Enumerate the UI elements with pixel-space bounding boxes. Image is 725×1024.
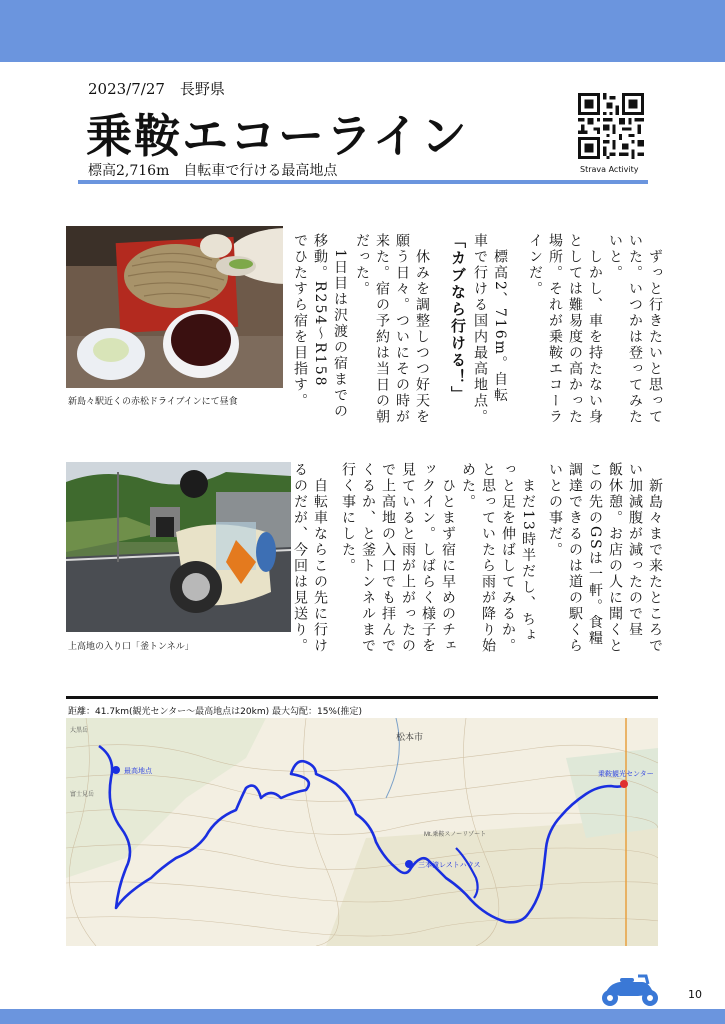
map-label-resthouse: 三本滝レストハウス xyxy=(418,862,481,869)
text-line: 飯休憩。お店の人に聞くと xyxy=(607,462,623,654)
map-label-fujimi: 富士見岳 xyxy=(70,792,95,798)
text-line: ックイン。しばらく様子を xyxy=(420,462,436,654)
text-line: この先のGSは一軒。食糧 xyxy=(587,462,603,647)
map-label-resort: Mt.乗鞍スノーリゾート xyxy=(424,832,487,838)
text-line: 車で行ける国内最高地点。 xyxy=(472,233,488,425)
resthouse-marker-icon[interactable] xyxy=(405,860,413,868)
text-line: 見ていると雨が上がったの xyxy=(400,462,416,654)
text-line: 行く事にした。 xyxy=(340,462,356,574)
scooter-icon xyxy=(598,970,664,1008)
text-line: としては難易度の高かった xyxy=(567,233,583,425)
text-line: と思っていたら雨が降り始 xyxy=(480,462,496,654)
text-line: 休みを調整しつつ好天を xyxy=(414,233,430,425)
date-location: 2023/7/27 長野県 xyxy=(88,80,225,98)
text-emphasis: 「カブなら行ける！」 xyxy=(449,233,467,403)
text-line: 願う日々。ついにその時が xyxy=(394,233,410,425)
text-line: 新島々まで来たところで xyxy=(647,462,663,654)
route-map[interactable] xyxy=(66,718,658,946)
map-label-summit: 最高地点 xyxy=(124,768,152,775)
summit-marker-icon[interactable] xyxy=(112,766,120,774)
map-label-daikoku: 大黒岳 xyxy=(70,728,89,734)
text-line: めた。 xyxy=(460,462,476,510)
qr-label: Strava Activity xyxy=(580,165,639,174)
text-line: しかし、車を持たない身 xyxy=(587,233,603,425)
text-line: っと足を伸ばしてみるか。 xyxy=(500,462,516,654)
text-line: くるか、と釜トンネルまで xyxy=(360,462,376,654)
section-divider xyxy=(66,696,658,699)
tourist-center-marker-icon[interactable] xyxy=(620,780,628,788)
text-line: でひたすら宿を目指す。 xyxy=(292,233,308,409)
text-line: 1日目は沢渡の宿までの xyxy=(332,233,348,420)
photo-caption-1: 新島々駅近くの赤松ドライブインにて昼食 xyxy=(68,397,238,407)
photo-caption-2: 上高地の入り口「釜トンネル」 xyxy=(68,642,194,652)
text-line: いた。いつかは登ってみた xyxy=(627,233,643,425)
text-line: だった。 xyxy=(354,233,370,297)
text-line: いとの事だ。 xyxy=(547,462,563,558)
page-title: 乗鞍エコーライン xyxy=(86,109,469,163)
text-line: インだ。 xyxy=(527,233,543,297)
motorbike-tunnel-photo xyxy=(66,462,291,632)
text-line: で上高地の入口でも拝んで xyxy=(380,462,396,654)
text-line: 自転車ならこの先に行け xyxy=(312,462,328,654)
top-banner xyxy=(0,0,725,62)
text-line: 標高2、716m。自転 xyxy=(492,233,508,404)
text-line: 調達できるのは道の駅くら xyxy=(567,462,583,654)
route-stats: 距離：41.7km(観光センター～最高地点は20km) 最大勾配：15%(推定) xyxy=(68,707,363,717)
text-line: 場所。それが乗鞍エコーラ xyxy=(547,233,563,425)
article-text-upper xyxy=(290,233,665,433)
text-line: 移動。R254～R158 xyxy=(312,233,328,388)
text-line: ひとまず宿に早めのチェ xyxy=(440,462,456,654)
map-label-tourist-center: 乗鞍観光センター xyxy=(598,771,654,778)
page-subtitle: 標高2,716m 自転車で行ける最高地点 xyxy=(88,163,338,179)
text-line: いと。 xyxy=(607,233,623,281)
text-line: るのだが、今回は見送り。 xyxy=(292,462,308,654)
title-underline xyxy=(78,180,648,184)
text-line: まだ13時半だし、ちょ xyxy=(520,462,536,644)
map-label-city: 松本市 xyxy=(396,732,424,742)
text-line: 来た。宿の予約は当日の朝 xyxy=(374,233,390,425)
text-line: い加減腹が減ったので昼 xyxy=(627,462,643,638)
text-line: ずっと行きたいと思って xyxy=(647,233,663,425)
page-number: 10 xyxy=(688,988,702,1001)
soba-lunch-photo xyxy=(66,226,283,388)
bottom-banner xyxy=(0,1009,725,1024)
qr-code-icon[interactable] xyxy=(578,93,644,159)
article-text-lower xyxy=(290,462,665,662)
